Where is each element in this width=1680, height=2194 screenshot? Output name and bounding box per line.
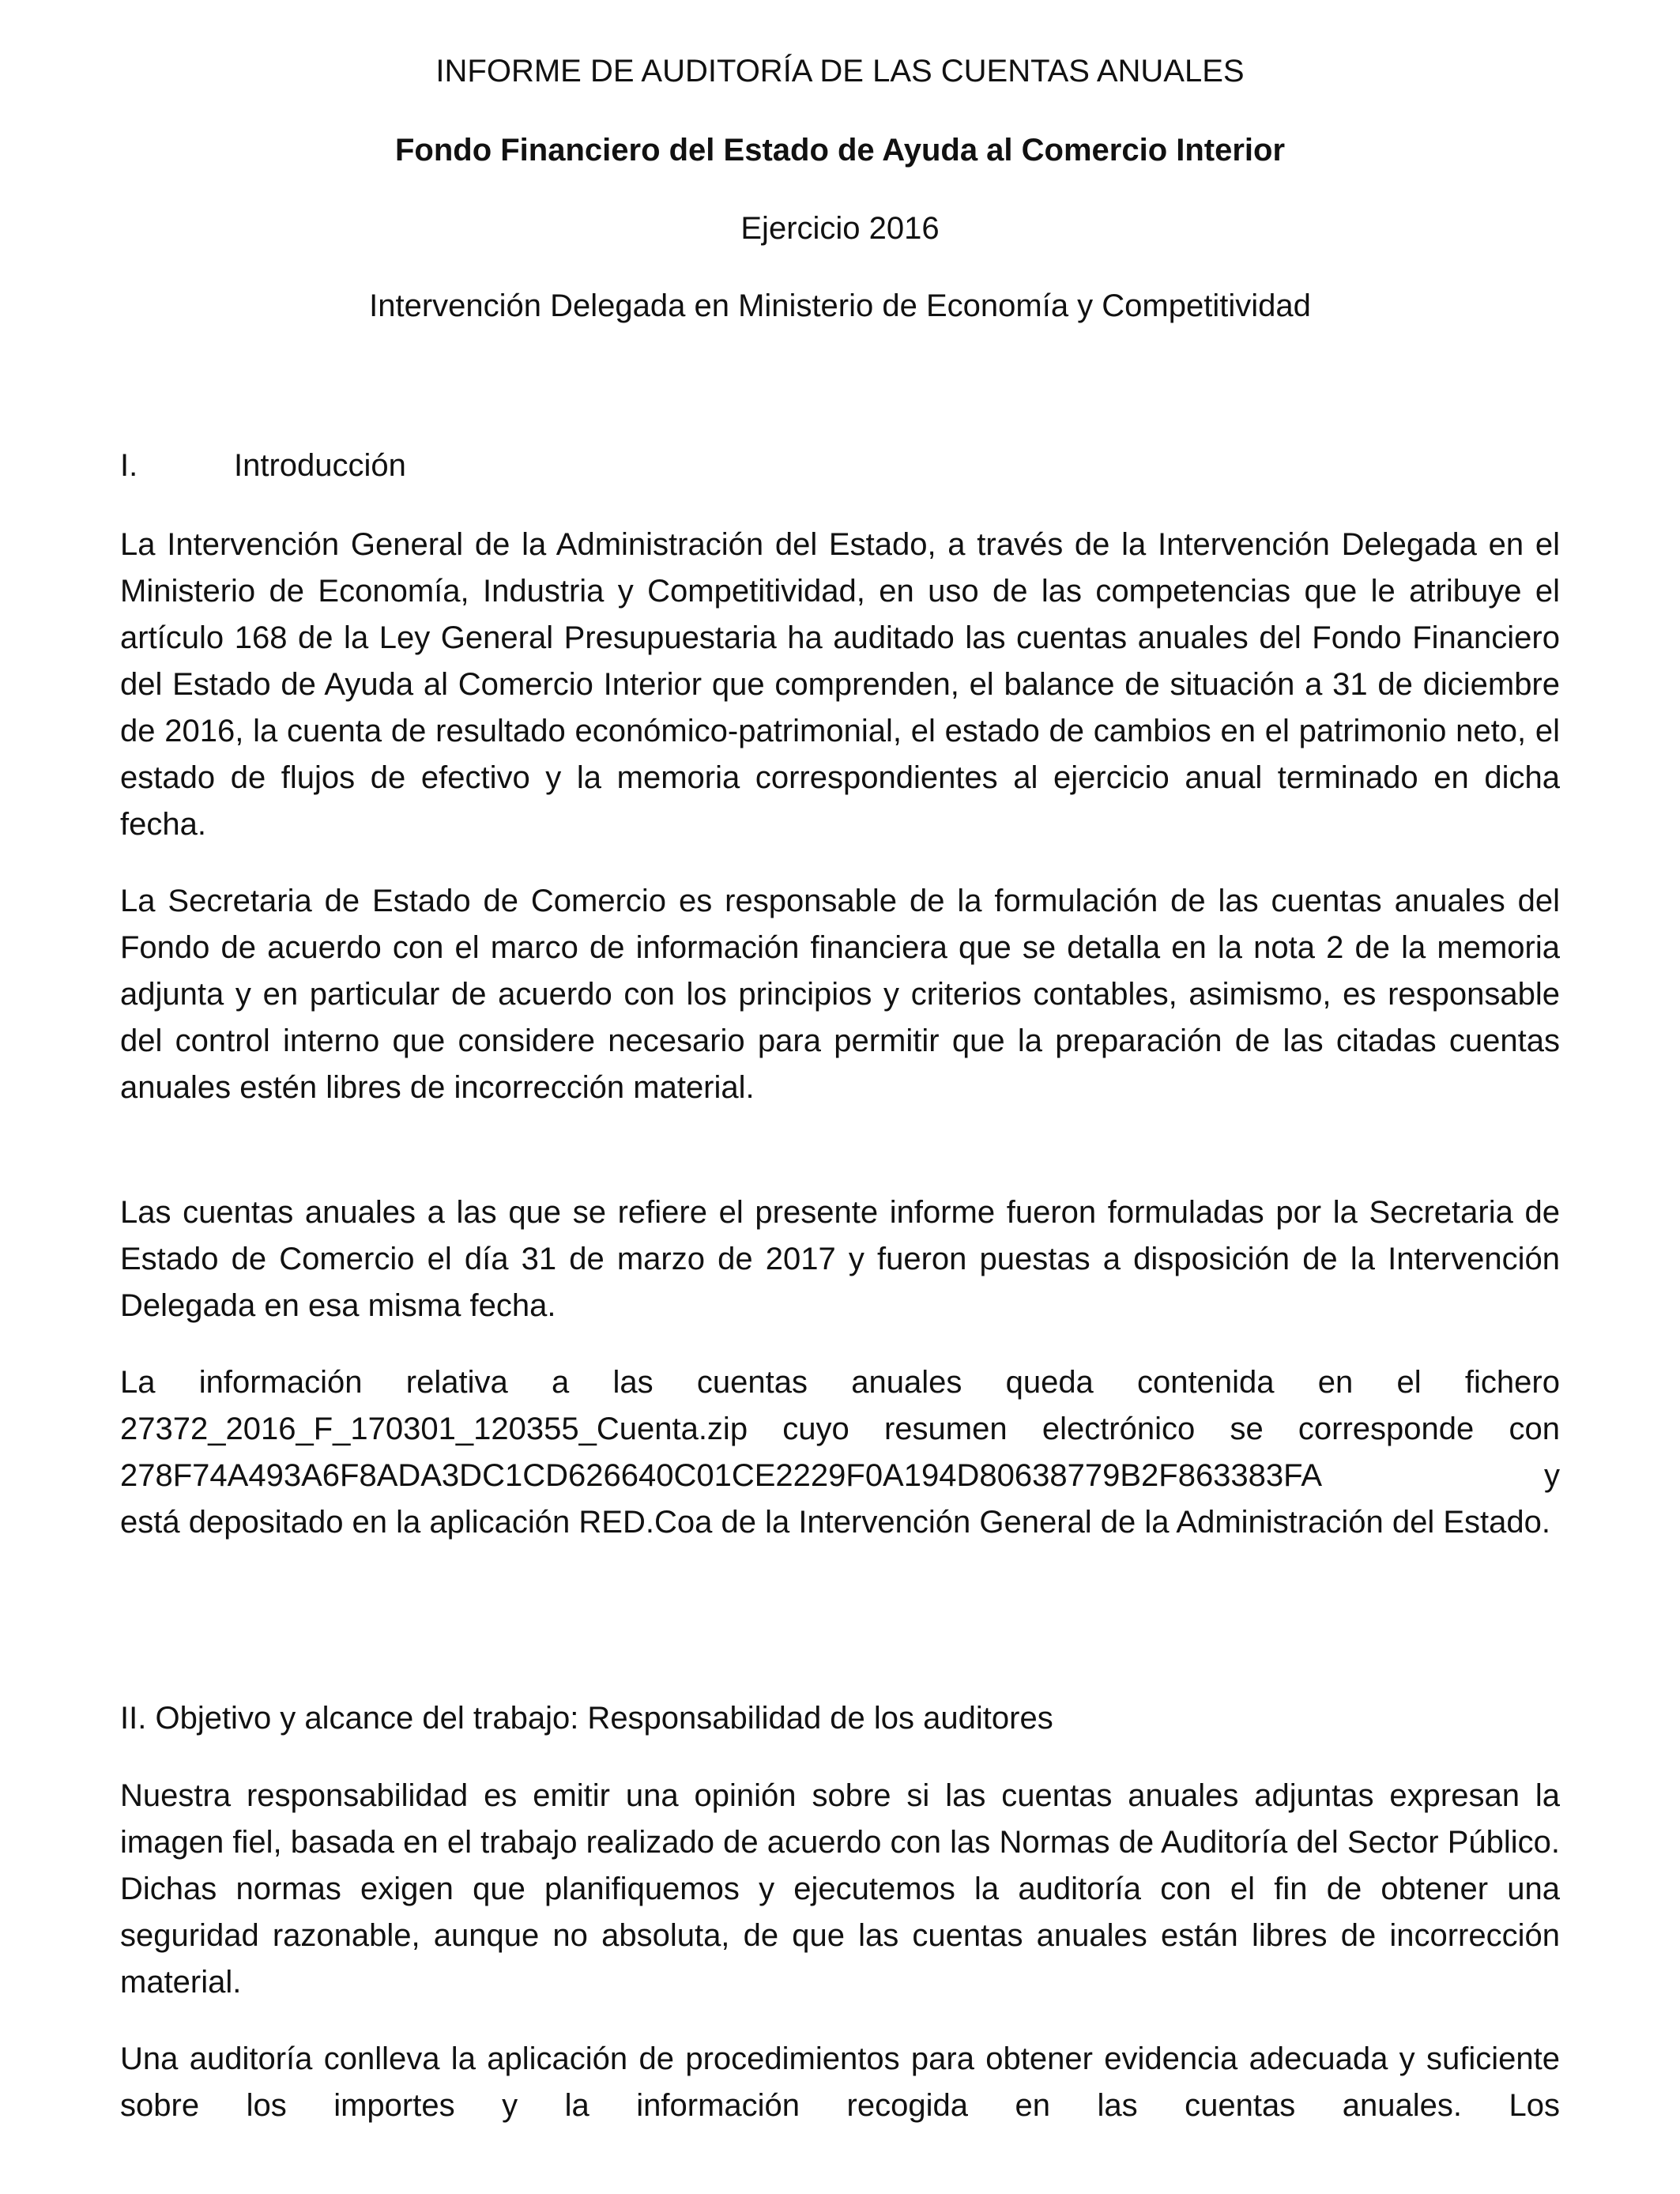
hash-line <box>120 1453 1560 1499</box>
section-1-paragraph-3: Las cuentas anuales a las que se refiere el presente informe fueron formuladas por la Secretaria de Estado de Comercio el día 31 de marzo de 2017 y fueron puestas a disposición de la Intervención Delegada en esa misma fecha. <box>120 1195 1560 1323</box>
file-reference-text: La información relativa a las cuentas anuales queda contenida en el fichero 27372_2016_F_170301_120355_Cuenta.zip cuyo resumen electrónico se corresponde con <box>120 1365 1560 1446</box>
section-1-number: I. <box>120 448 138 483</box>
hash-conjunction: y <box>1544 1458 1560 1493</box>
section-2-paragraph-2: Una auditoría conlleva la aplicación de procedimientos para obtener evidencia adecuada y suficiente sobre los importes y la información recogida en las cuentas anuales. Los <box>120 2041 1560 2123</box>
section-1-title: Introducción <box>234 448 406 483</box>
repository-text: está depositado en la aplicación RED.Coa de la Intervención General de la Administración del Estado. <box>120 1505 1550 1540</box>
section-1-paragraph-2: La Secretaria de Estado de Comercio es responsable de la formulación de las cuentas anuales del Fondo de acuerdo con el marco de información financiera que se detalla en la nota 2 de la memoria adjunta y en particular de acuerdo con los principios y criterios contables, asimismo, es responsable del control interno que considere necesario para permitir que la preparación de las citadas cuentas anuales estén libres de incorrección material. <box>120 884 1560 1105</box>
section-2-paragraph-1: Nuestra responsabilidad es emitir una opinión sobre si las cuentas anuales adjuntas expresan la imagen fiel, basada en el trabajo realizado de acuerdo con las Normas de Auditoría del Sector Público. Dichas normas exigen que planifiquemos y ejecutemos la auditoría con el fin de obtener una seguridad razonable, aunque no absoluta, de que las cuentas anuales están libres de incorrección material. <box>120 1778 1560 2000</box>
report-title: INFORME DE AUDITORÍA DE LAS CUENTAS ANUALES <box>435 54 1245 89</box>
entity-name: Fondo Financiero del Estado de Ayuda al Comercio Interior <box>394 133 1286 168</box>
electronic-hash: 278F74A493A6F8ADA3DC1CD626640C01CE2229F0A194D80638779B2F863383FA <box>120 1458 1323 1493</box>
section-1-heading <box>120 447 406 484</box>
section-1-paragraph-1: La Intervención General de la Administración del Estado, a través de la Intervención Delegada en el Ministerio de Economía, Industria y Competitividad, en uso de las competencias que le atribuye el artículo 168 de la Ley General Presupuestaria ha auditado las cuentas anuales del Fondo Financiero del Estado de Ayuda al Comercio Interior que comprenden, el balance de situación a 31 de diciembre de 2016, la cuenta de resultado económico-patrimonial, el estado de cambios en el patrimonio neto, el estado de flujos de efectivo y la memoria correspondientes al ejercicio anual terminado en dicha fecha. <box>120 527 1560 842</box>
issuing-office: Intervención Delegada en Ministerio de Economía y Competitividad <box>369 288 1311 323</box>
section-2-heading: II. Objetivo y alcance del trabajo: Responsabilidad de los auditores <box>120 1701 1053 1736</box>
section-1-paragraph-4 <box>120 1359 1560 1546</box>
fiscal-year: Ejercicio 2016 <box>740 211 940 246</box>
